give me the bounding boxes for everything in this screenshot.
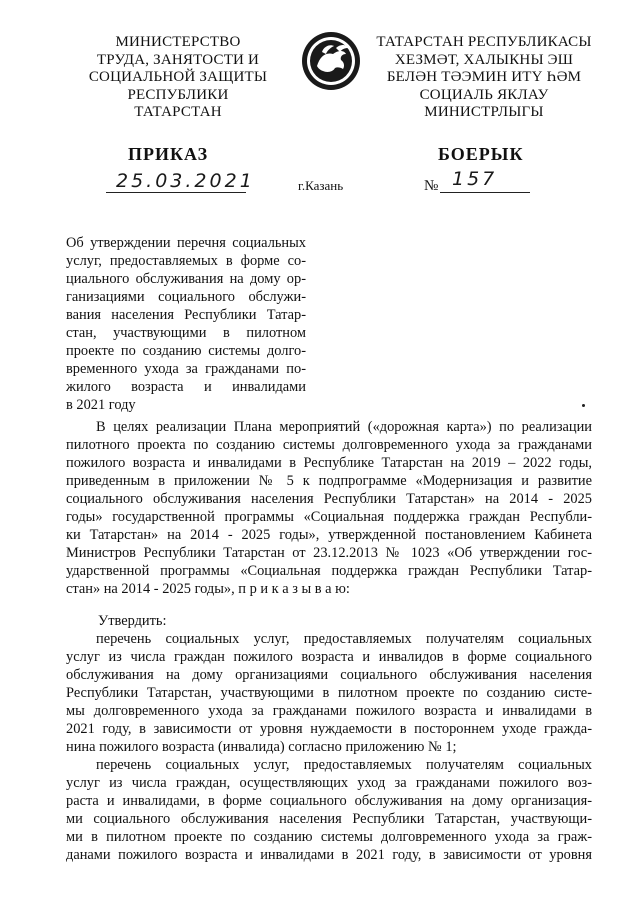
item-line: услуг из числа граждан, осуществляющих уход за гражданами пожилого воз- xyxy=(66,775,592,791)
ministry-ru-line: СОЦИАЛЬНОЙ ЗАЩИТЫ xyxy=(88,69,268,85)
tatarstan-coat-of-arms-icon xyxy=(300,30,362,92)
approve-heading: Утвердить: xyxy=(98,613,167,629)
number-sign: № xyxy=(424,178,439,194)
preamble-line: приведенным в приложении № 5 к подпрограмме «Модернизация и развитие xyxy=(66,473,592,489)
ministry-tt-line: СОЦИАЛЬ ЯКЛАУ xyxy=(419,86,549,103)
preamble-paragraph xyxy=(66,418,592,598)
item-line: услуг из числа граждан пожилого возраста и инвалидов в форме социального xyxy=(66,649,592,665)
item-line: Республики Татарстан, участвующими в пилотном проекте по созданию систе- xyxy=(66,685,592,701)
stray-dot xyxy=(582,404,585,407)
preamble-line: годы» государственной программы «Социальная поддержка граждан Республи- xyxy=(66,509,592,525)
approved-list-item-1 xyxy=(66,630,592,756)
item-line: нина пожилого возраста (инвалида) согласно приложению № 1; xyxy=(66,739,457,755)
subject-line: ганизациями социального обслужи- xyxy=(66,289,306,305)
preamble-line: ки Татарстан» на 2014 - 2025 годы», утвержденной постановлением Кабинета xyxy=(66,527,592,543)
item-line: 2021 году, в зависимости от уровня нуждаемости в постороннем уходе гражда- xyxy=(66,721,592,737)
subject-line: услуг, предоставляемых в форме со- xyxy=(66,253,306,269)
ministry-name-tatar xyxy=(366,34,602,122)
preamble-line: пилотного проекта по созданию системы долговременного ухода за гражданами xyxy=(66,437,592,453)
item-line: ми в пилотном проекте по созданию системы долговременного ухода за граж- xyxy=(66,829,592,845)
subject-line: стан, участвующими в пилотном xyxy=(66,325,306,341)
subject-line: в 2021 году xyxy=(66,397,136,413)
ministry-ru-line: ТРУДА, ЗАНЯТОСТИ И xyxy=(96,51,260,68)
ministry-tt-line: МИНИСТРЛЫГЫ xyxy=(424,104,544,120)
preamble-line: Министров Республики Татарстан от 23.12.2013 № 1023 «Об утверждении гос- xyxy=(66,545,592,561)
subject-line: Об утверждении перечня социальных xyxy=(66,235,306,251)
subject-line: проекте по созданию системы долго- xyxy=(66,343,306,359)
subject-line: вания населения Республики Татар- xyxy=(66,307,306,323)
preamble-line: В целях реализации Плана мероприятий («дорожная карта») по реализации xyxy=(96,419,592,435)
item-line: ми социального обслуживания населения Республики Татарстан, участвующи- xyxy=(66,811,592,827)
subject-line: жилого возраста и инвалидами xyxy=(66,379,306,395)
item-line: данами пожилого возраста и инвалидами в 2021 году, в зависимости от уровня xyxy=(66,847,592,863)
date-underline xyxy=(106,192,246,193)
ministry-tt-line: БЕЛӘН ТӘЭМИН ИТҮ ҺӘМ xyxy=(386,69,582,85)
order-subject xyxy=(66,234,306,414)
ministry-ru-line: ТАТАРСТАН xyxy=(134,104,222,120)
item-line: перечень социальных услуг, предоставляемых получателям социальных xyxy=(96,631,592,647)
order-title-tatar: БОЕРЫК xyxy=(438,144,524,164)
approved-list-item-2 xyxy=(66,756,592,864)
item-line: раста и инвалидами, в форме социального обслуживания на дому организация- xyxy=(66,793,592,809)
number-underline xyxy=(440,192,530,193)
item-line: обслуживания на дому организациями социального обслуживания населения xyxy=(66,667,592,683)
subject-line: временного ухода за гражданами по- xyxy=(66,361,306,377)
ministry-ru-line: РЕСПУБЛИКИ xyxy=(127,86,229,103)
preamble-line: ударственной программы «Социальная поддержка граждан Республики Татар- xyxy=(66,563,592,579)
order-title-russian: ПРИКАЗ xyxy=(128,144,209,164)
preamble-line: пожилого возраста и инвалидами в Республике Татарстан на 2019 – 2022 годы, xyxy=(66,455,592,471)
preamble-line: социального обслуживания населения Республики Татарстан» на 2014 - 2025 xyxy=(66,491,592,507)
order-number: 157 xyxy=(452,168,498,190)
item-line: мы долговременного ухода за гражданами пожилого возраста и инвалидами в xyxy=(66,703,592,719)
ministry-tt-line: ХЕЗМӘТ, ХАЛЫКНЫ ЭШ xyxy=(394,51,574,68)
ministry-tt-line: ТАТАРСТАН РЕСПУБЛИКАСЫ xyxy=(376,34,592,50)
preamble-line: стан» на 2014 - 2025 годы», п р и к а з ы в а ю: xyxy=(66,581,350,597)
order-city: г.Казань xyxy=(298,178,344,193)
subject-line: циального обслуживания на дому ор- xyxy=(66,271,306,287)
ministry-name-russian xyxy=(60,34,296,122)
ministry-ru-line: МИНИСТЕРСТВО xyxy=(115,34,241,50)
order-date: 25.03.2021 xyxy=(116,170,255,192)
item-line: перечень социальных услуг, предоставляемых получателям социальных xyxy=(96,757,592,773)
